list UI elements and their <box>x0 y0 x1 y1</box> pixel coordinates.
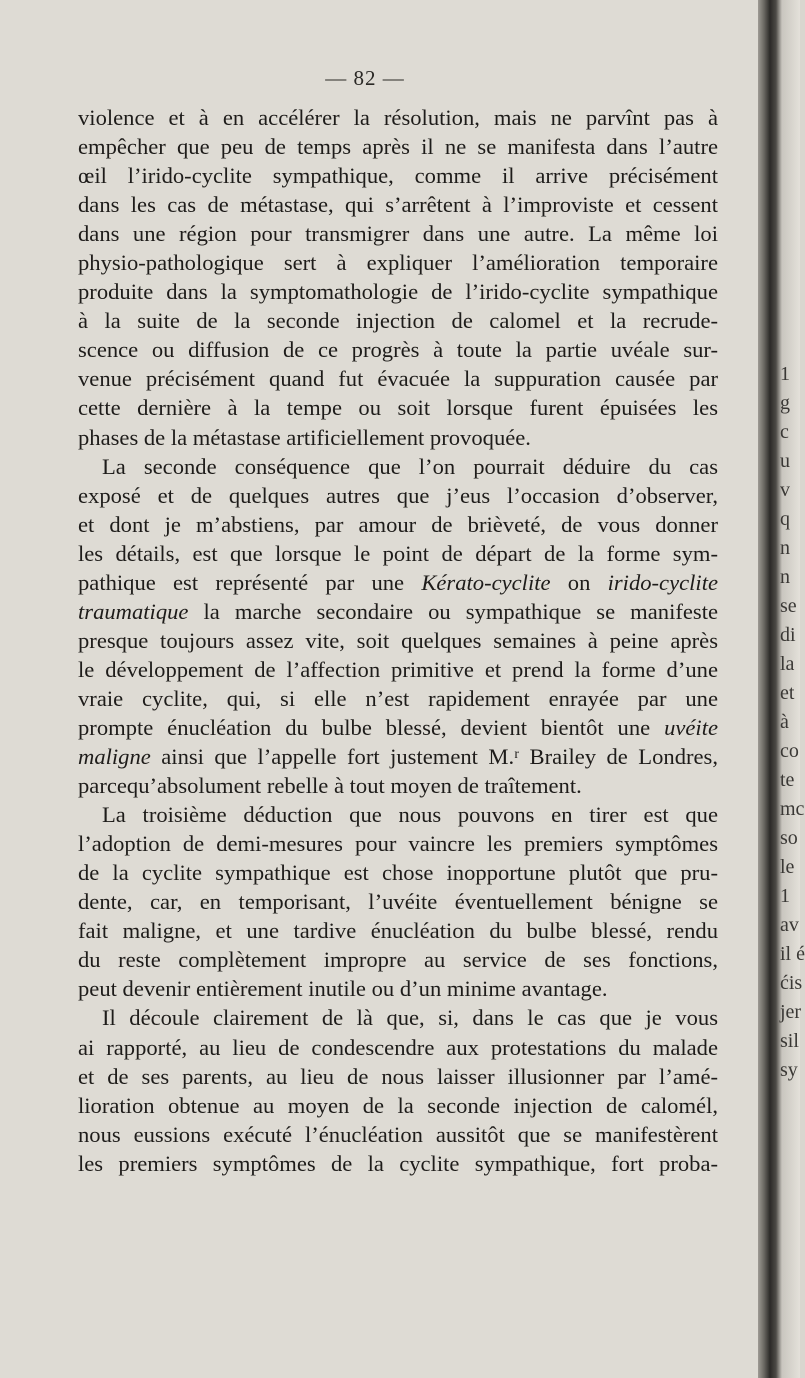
text-line: à la suite de la seconde injection de calomel et la recrude- <box>78 308 718 334</box>
text-line: dans une région pour transmigrer dans une autre. La même loi <box>78 221 718 247</box>
text-line: Il découle clairement de là que, si, dans le cas que je vous <box>102 1005 718 1031</box>
fragment: mc <box>780 798 805 820</box>
text-line: dente, car, en temporisant, l’uvéite éventuellement bénigne se <box>78 889 718 915</box>
text-line: empêcher que peu de temps après il ne se manifesta dans l’autre <box>78 134 718 160</box>
fragment: ćis <box>780 972 803 994</box>
italic-term: traumatique <box>78 598 189 624</box>
page-number: — 82 — <box>325 66 405 90</box>
text-line: peut devenir entièrement inutile ou d’un minime avantage. <box>78 976 608 1002</box>
fragment: jer <box>780 1001 802 1023</box>
text-line: vraie cyclite, qui, si elle n’est rapidement enrayée par une <box>78 685 718 711</box>
fragment: sy <box>780 1059 798 1081</box>
text-line: du reste complètement impropre au service de ses fonctions, <box>78 947 718 973</box>
text-line: parcequ’absolument rebelle à tout moyen de traîtement. <box>78 773 582 799</box>
text-run: pathique est représenté par une <box>78 569 422 595</box>
fragment: sil <box>780 1030 799 1052</box>
text-line: scence ou diffusion de ce progrès à toute la partie uvéale sur- <box>78 337 718 363</box>
fragment: di <box>780 624 796 646</box>
text-line: cette dernière à la tempe ou soit lorsque furent épuisées les <box>78 395 718 421</box>
fragment: et <box>780 682 795 704</box>
text-line: phases de la métastase artificiellement provoquée. <box>78 424 531 450</box>
fragment: n <box>780 566 790 588</box>
text-run: ainsi que l’appelle fort justement M.ʳ Brailey de Londres, <box>150 744 718 770</box>
fragment: 1 <box>780 363 790 385</box>
fragment: il é <box>780 943 805 965</box>
facing-page-fragments <box>780 360 805 1085</box>
text-line: ai rapporté, au lieu de condescendre aux protestations du malade <box>78 1034 718 1060</box>
italic-term: uvéite <box>664 714 718 740</box>
fragment: c <box>780 421 789 443</box>
body-text <box>78 103 718 1178</box>
text-line: lioration obtenue au moyen de la seconde injection de calomél, <box>78 1092 718 1118</box>
text-line: le développement de l’affection primitive et prend la forme d’une <box>78 656 718 682</box>
text-line: œil l’irido-cyclite sympathique, comme il arrive précisément <box>78 163 718 189</box>
fragment: u <box>780 450 790 472</box>
text-run: prompte énucléation du bulbe blessé, devient bientôt une <box>78 714 665 740</box>
fragment: so <box>780 827 798 849</box>
fragment: n <box>780 537 790 559</box>
italic-term: Kérato-cyclite <box>421 569 551 595</box>
fragment: la <box>780 653 795 675</box>
fragment: av <box>780 914 799 936</box>
text-line: de la cyclite sympathique est chose inopportune plutôt que pru- <box>78 860 718 886</box>
text-line: et de ses parents, au lieu de nous laisser illusionner par l’amé- <box>78 1063 718 1089</box>
text-line: dans les cas de métastase, qui s’arrêtent à l’improviste et cessent <box>78 192 718 218</box>
fragment: te <box>780 769 795 791</box>
fragment: le <box>780 856 795 878</box>
text-line <box>78 568 718 597</box>
fragment: v <box>780 479 790 501</box>
text-line: produite dans la symptomathologie de l’irido-cyclite sympathique <box>78 279 718 305</box>
text-line: violence et à en accélérer la résolution, mais ne parvînt pas à <box>78 105 718 130</box>
text-line: physio-pathologique sert à expliquer l’amélioration temporaire <box>78 250 718 276</box>
text-line: La seconde conséquence que l’on pourrait déduire du cas <box>102 453 718 479</box>
fragment: co <box>780 740 799 762</box>
text-line: venue précisément quand fut évacuée la suppuration causée par <box>78 366 718 392</box>
text-line: les détails, est que lorsque le point de départ de la forme sym- <box>78 540 718 566</box>
text-run: on <box>550 569 608 595</box>
text-line: nous eussions exécuté l’énucléation aussitôt que se manifestèrent <box>78 1121 718 1147</box>
fragment: q <box>780 508 790 530</box>
fragment: à <box>780 711 789 733</box>
text-line: presque toujours assez vite, soit quelques semaines à peine après <box>78 627 718 653</box>
text-line: La troisième déduction que nous pouvons en tirer est que <box>102 802 718 828</box>
text-line: et dont je m’abstiens, par amour de brièveté, de vous donner <box>78 511 718 537</box>
italic-term: irido-cyclite <box>607 569 719 595</box>
fragment: se <box>780 595 797 617</box>
text-line: exposé et de quelques autres que j’eus l’occasion d’observer, <box>78 482 718 508</box>
italic-term: maligne <box>78 744 151 770</box>
text-run: la marche secondaire ou sympathique se manifeste <box>188 598 718 624</box>
fragment: 1 <box>780 885 790 907</box>
text-line <box>78 742 718 771</box>
text-line <box>78 597 718 626</box>
text-line: les premiers symptômes de la cyclite sympathique, fort proba- <box>78 1150 718 1176</box>
text-line: fait maligne, et une tardive énucléation du bulbe blessé, rendu <box>78 918 718 944</box>
fragment: g <box>780 392 790 414</box>
text-line <box>78 713 718 742</box>
text-line: l’adoption de demi-mesures pour vaincre les premiers symptômes <box>78 831 718 857</box>
